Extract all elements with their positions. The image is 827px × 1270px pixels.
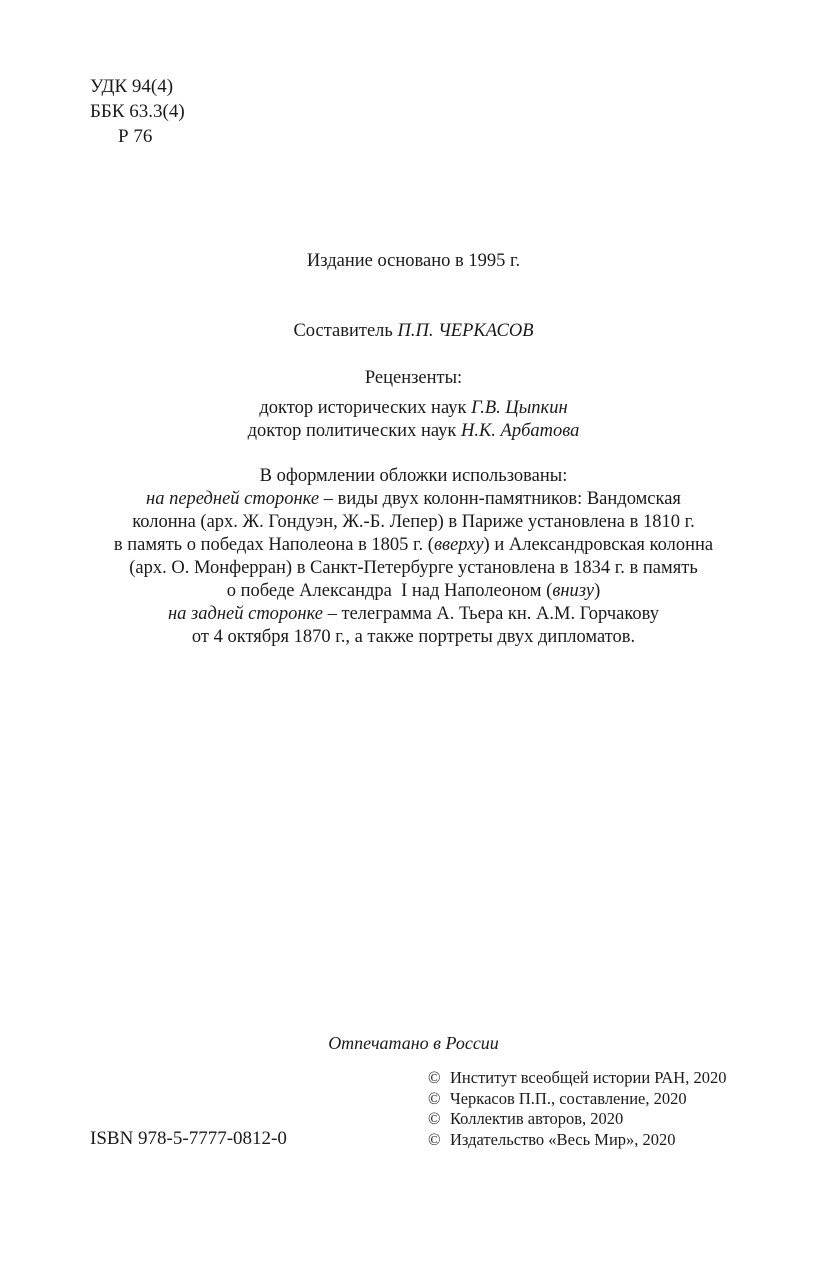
copyright-symbol: © (428, 1129, 441, 1149)
isbn-number: ISBN 978-5-7777-0812-0 (90, 1128, 287, 1149)
copyright-list (428, 1068, 726, 1150)
reviewer-line (0, 420, 827, 443)
copyright-item: © Институт всеобщей истории РАН, 2020 (428, 1068, 727, 1087)
founded-text: Издание основано в 1995 г. (306, 251, 521, 271)
author-mark: Р 76 (118, 126, 153, 147)
printed-text: Отпечатано в России (328, 1033, 499, 1053)
cover-heading: В оформлении обложки использованы: (259, 466, 568, 486)
reviewer-line (0, 397, 827, 420)
copyright-item: © Черкасов П.П., составление, 2020 (428, 1088, 687, 1108)
copyright-symbol: © (428, 1088, 441, 1108)
back-side-label: на задней сторонке (167, 604, 324, 624)
copyright-symbol: © (428, 1109, 441, 1128)
compiler-name: П.П. ЧЕРКАСОВ (397, 321, 534, 341)
reviewer-name: Г.В. Цыпкин (471, 398, 568, 418)
front-side-label: на передней сторонке (146, 489, 320, 509)
position-note: вверху (433, 535, 484, 555)
printed-note (0, 1032, 827, 1055)
library-codes (90, 74, 185, 149)
position-note: внизу (552, 581, 595, 601)
cover-line: о победе Александра I над Наполеоном (внизу) (226, 581, 601, 601)
compiler-line (0, 320, 827, 343)
compiler-label: Составитель (293, 321, 393, 341)
cover-line (0, 488, 827, 511)
cover-text: – виды двух колонн-памятников: Вандомская (319, 489, 681, 509)
cover-line: (арх. О. Монферран) в Санкт-Петербурге установлена в 1834 г. в память (129, 558, 698, 578)
cover-line: колонна (арх. Ж. Гондуэн, Ж.-Б. Лепер) в Париже установлена в 1810 г. (132, 512, 695, 532)
copyright-symbol: © (428, 1068, 441, 1087)
copyright-item: © Коллектив авторов, 2020 (428, 1109, 624, 1128)
reviewer-title: доктор политических наук (247, 421, 457, 441)
cover-description (0, 465, 827, 649)
cover-line: в память о победах Наполеона в 1805 г. (вверху) и Александровская колонна (113, 535, 714, 555)
founded-note (0, 250, 827, 273)
reviewers-heading: Рецензенты: (364, 368, 463, 388)
reviewers-block (0, 367, 827, 443)
cover-line: от 4 октября 1870 г., а также портреты двух дипломатов. (191, 627, 636, 647)
udk-code: УДК 94(4) (90, 76, 174, 97)
copyright-item: © Издательство «Весь Мир», 2020 (428, 1129, 676, 1149)
bbk-code: ББК 63.3(4) (90, 101, 185, 122)
reviewer-name: Н.К. Арбатова (461, 421, 580, 441)
reviewer-title: доктор исторических наук (259, 398, 467, 418)
cover-line (0, 603, 827, 626)
cover-text: – телеграмма А. Тьера кн. А.М. Горчакову (323, 604, 660, 624)
